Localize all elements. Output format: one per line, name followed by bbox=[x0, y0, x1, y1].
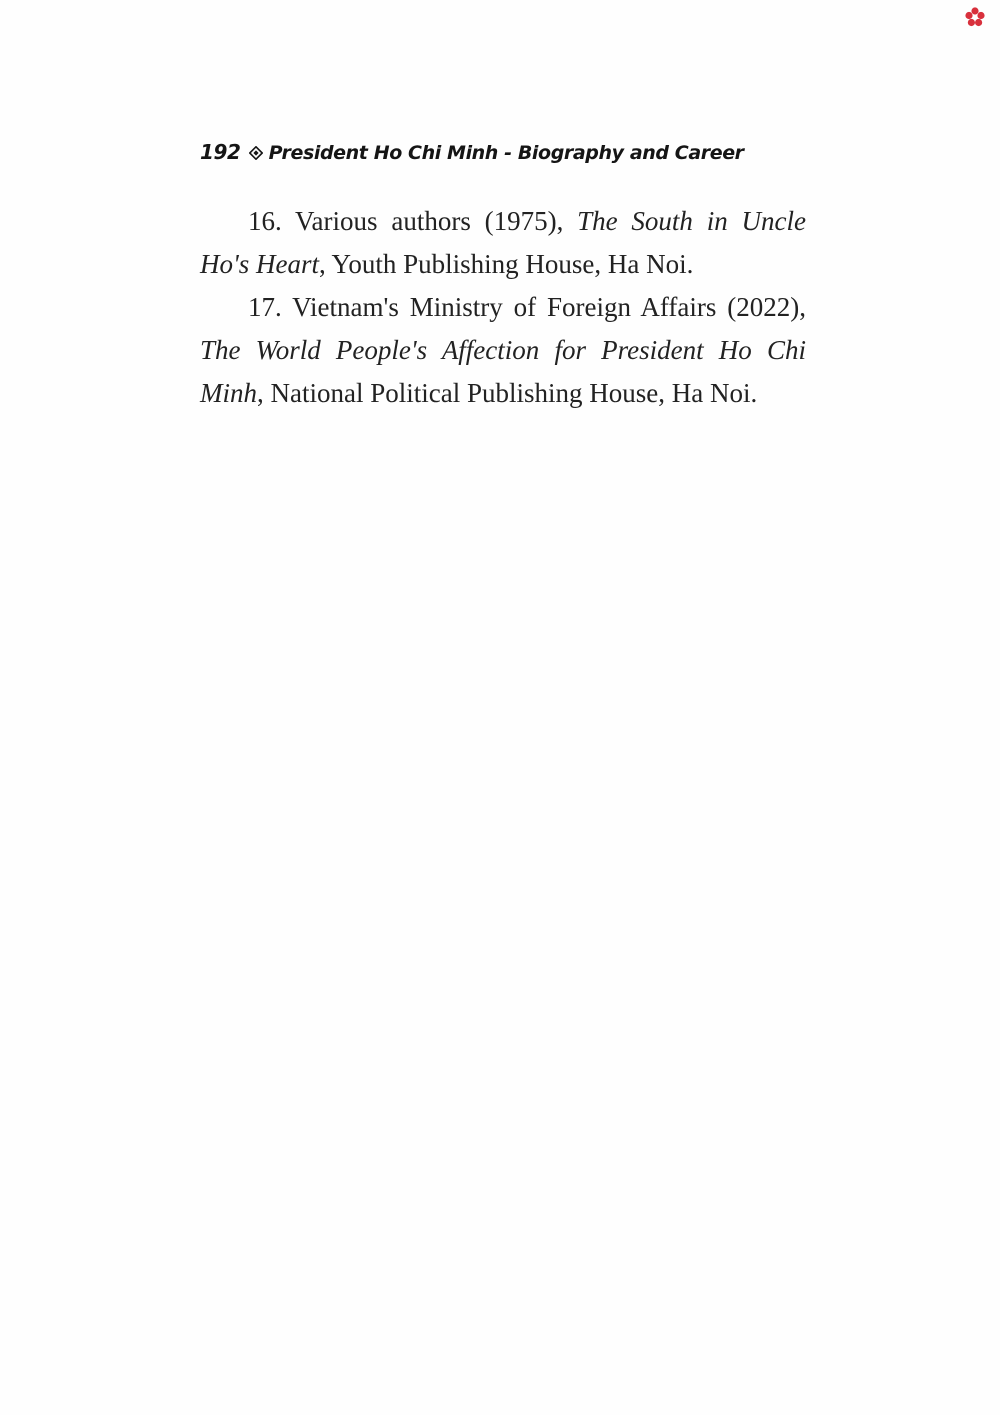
reference-prefix: 16. Various authors (1975), bbox=[248, 206, 578, 236]
book-title: President Ho Chi Minh - Biography and Career bbox=[268, 142, 744, 164]
reference-entry bbox=[200, 286, 806, 415]
diamond-icon bbox=[249, 146, 263, 160]
page-number: 192 bbox=[200, 140, 241, 164]
running-header bbox=[200, 140, 820, 164]
reference-list bbox=[200, 200, 806, 415]
reference-suffix: , Youth Publishing House, Ha Noi. bbox=[319, 249, 694, 279]
reference-prefix: 17. Vietnam's Ministry of Foreign Affairs (2022), bbox=[248, 292, 806, 322]
flower-logo-icon bbox=[964, 6, 986, 28]
reference-entry bbox=[200, 200, 806, 286]
reference-title: The World People's Affection for President Ho Chi Minh bbox=[200, 335, 806, 408]
reference-suffix: , National Political Publishing House, Ha Noi. bbox=[257, 378, 758, 408]
reference-title: The South in Uncle Ho's Heart bbox=[200, 206, 806, 279]
